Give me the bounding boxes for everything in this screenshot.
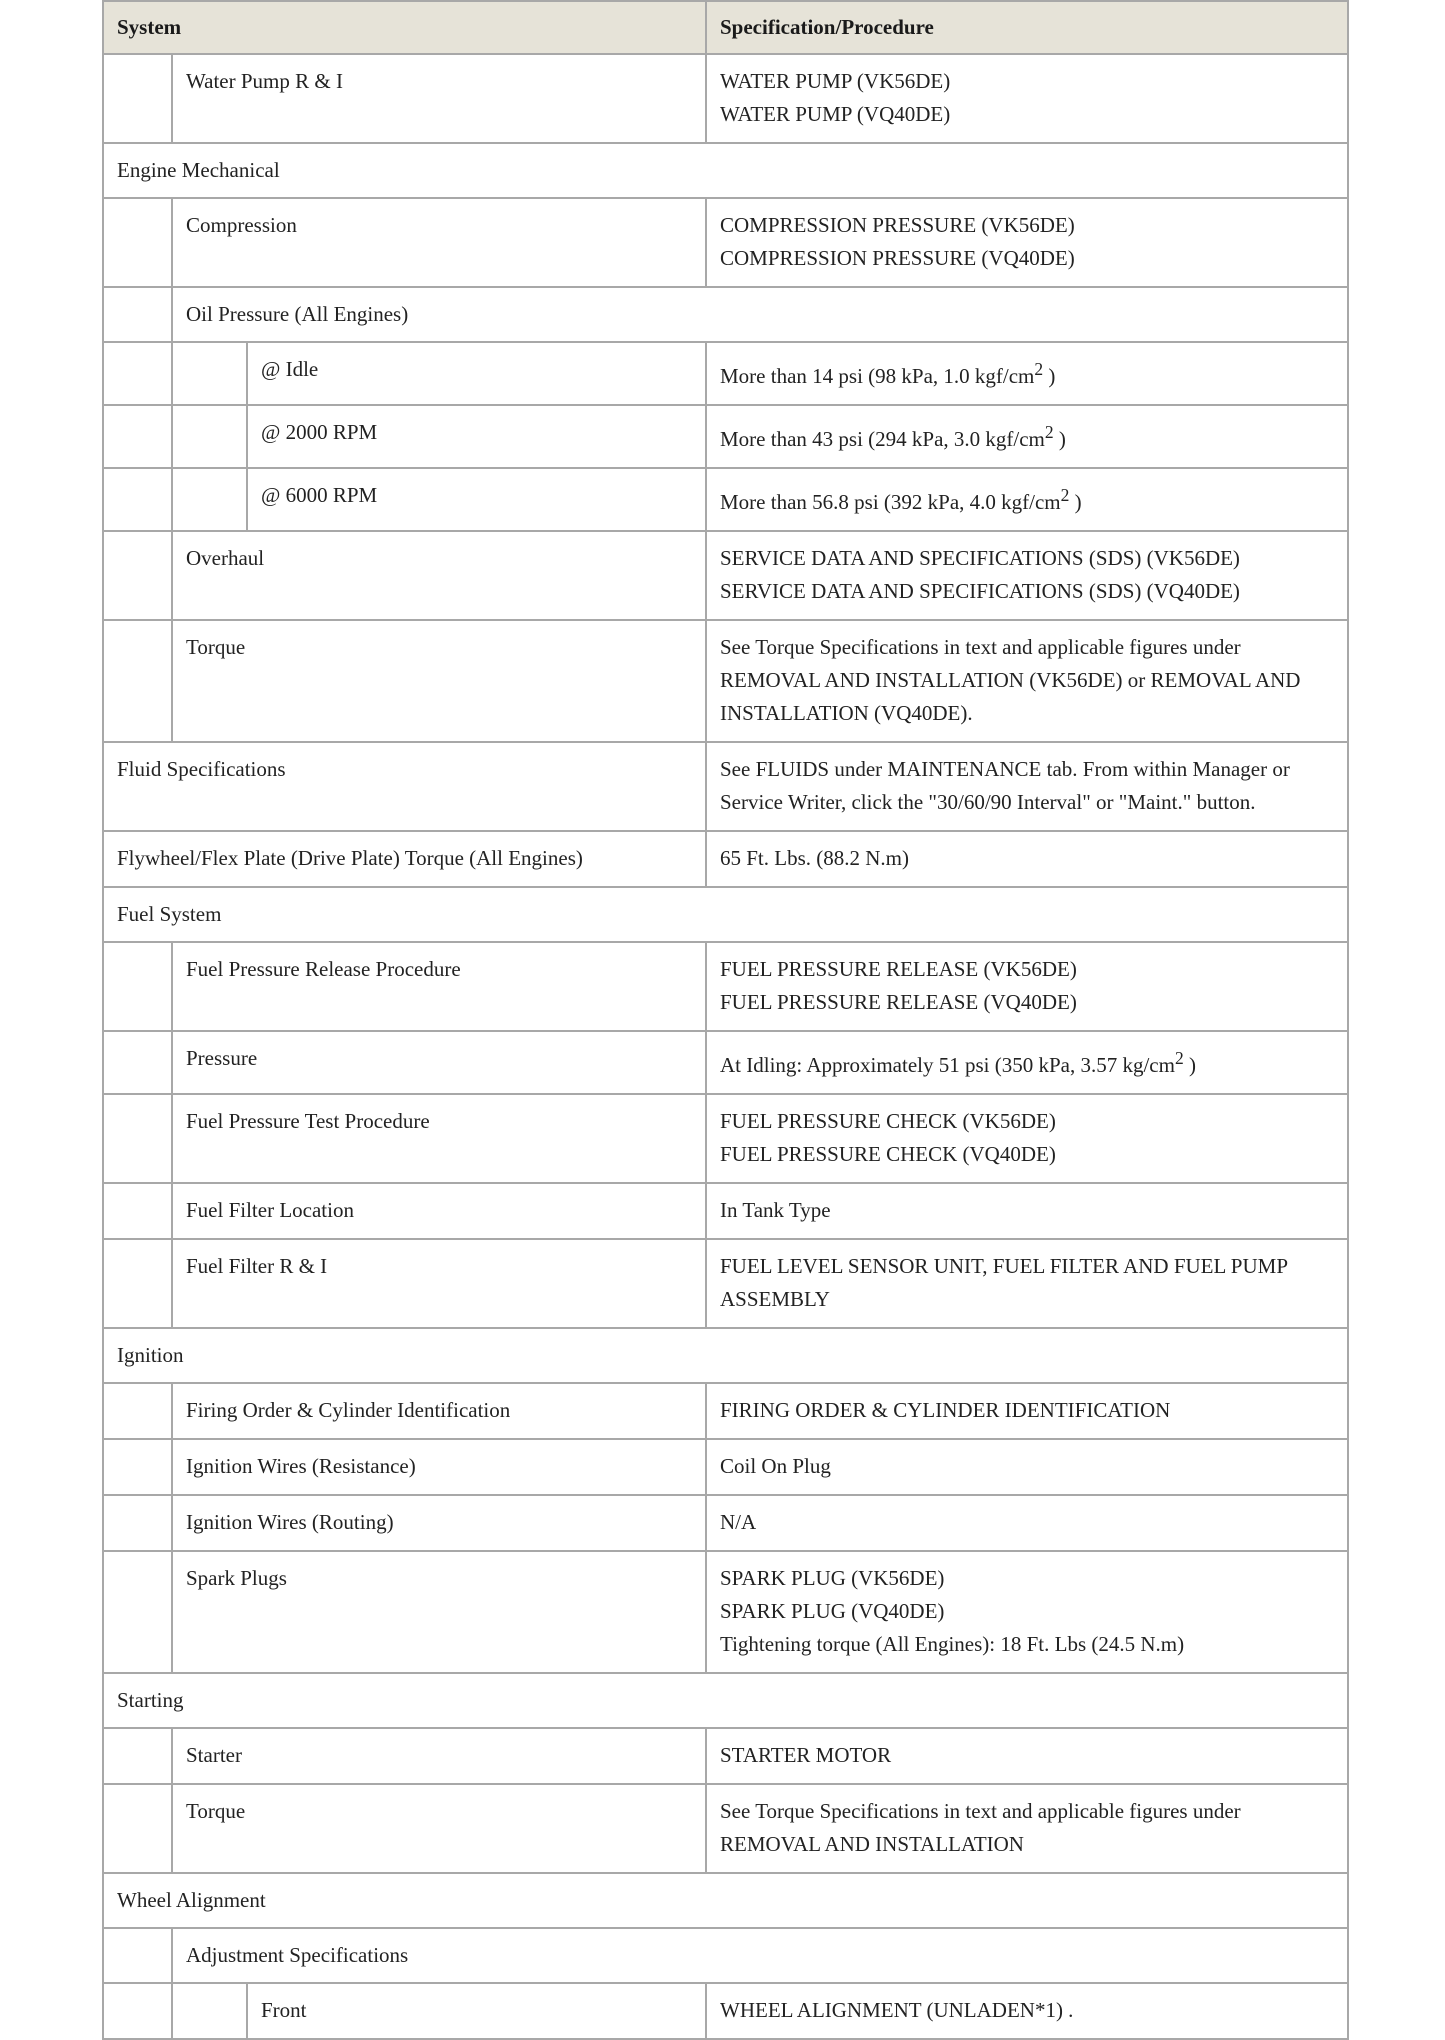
row-spec[interactable]: FIRING ORDER & CYLINDER IDENTIFICATION <box>706 1383 1348 1439</box>
indent-cell <box>103 1551 172 1673</box>
indent-cell <box>103 287 172 342</box>
indent-cell <box>103 942 172 1031</box>
indent-cell <box>103 1728 172 1784</box>
row-label: Overhaul <box>172 531 706 620</box>
row-label: Water Pump R & I <box>172 54 706 143</box>
spec-text: At Idling: Approximately 51 psi (350 kPa, 3.57 kg/cm <box>720 1053 1175 1077</box>
table-row <box>103 468 1348 531</box>
row-label: @ 2000 RPM <box>247 405 706 468</box>
section-row <box>103 887 1348 942</box>
table-row <box>103 342 1348 405</box>
superscript: 2 <box>1060 485 1070 505</box>
indent-cell <box>103 342 172 405</box>
spec-link[interactable]: FUEL PRESSURE CHECK (VQ40DE) <box>720 1142 1056 1166</box>
indent-cell <box>172 405 247 468</box>
table-row <box>103 1728 1348 1784</box>
spec-link[interactable]: FUEL PRESSURE CHECK (VK56DE) <box>720 1109 1056 1133</box>
spec-link[interactable]: SPARK PLUG (VK56DE) <box>720 1566 945 1590</box>
row-spec[interactable]: STARTER MOTOR <box>706 1728 1348 1784</box>
row-spec <box>706 405 1348 468</box>
subsection-row <box>103 287 1348 342</box>
row-spec: See Torque Specifications in text and applicable figures under REMOVAL AND INSTALLATION (VK56DE) or REMOVAL AND INSTALLATION (VQ40DE). <box>706 620 1348 742</box>
spec-text-end: ) <box>1043 364 1056 388</box>
table-row <box>103 942 1348 1031</box>
section-label: Wheel Alignment <box>103 1873 1348 1928</box>
table-row <box>103 1239 1348 1328</box>
row-spec <box>706 1031 1348 1094</box>
spec-link[interactable]: SERVICE DATA AND SPECIFICATIONS (SDS) (VQ40DE) <box>720 579 1240 603</box>
table-row <box>103 1031 1348 1094</box>
indent-cell <box>172 468 247 531</box>
superscript: 2 <box>1034 359 1044 379</box>
spec-text: More than 14 psi (98 kPa, 1.0 kgf/cm <box>720 364 1035 388</box>
indent-cell <box>103 531 172 620</box>
section-row <box>103 1673 1348 1728</box>
row-label: Front <box>247 1983 706 2039</box>
row-spec: 65 Ft. Lbs. (88.2 N.m) <box>706 831 1348 887</box>
indent-cell <box>103 1439 172 1495</box>
spec-link[interactable]: COMPRESSION PRESSURE (VQ40DE) <box>720 246 1075 270</box>
row-spec <box>706 342 1348 405</box>
spec-text-end: ) <box>1053 427 1066 451</box>
indent-cell <box>103 468 172 531</box>
indent-cell <box>103 1928 172 1983</box>
row-label: Ignition Wires (Routing) <box>172 1495 706 1551</box>
table-row <box>103 54 1348 143</box>
spec-link[interactable]: WATER PUMP (VK56DE) <box>720 69 951 93</box>
row-label: Spark Plugs <box>172 1551 706 1673</box>
row-label: Torque <box>172 620 706 742</box>
section-row <box>103 143 1348 198</box>
table-row <box>103 1784 1348 1873</box>
spec-text-end: ) <box>1069 490 1082 514</box>
row-label: Fluid Specifications <box>103 742 706 831</box>
subsection-label: Adjustment Specifications <box>172 1928 1348 1983</box>
spec-text: More than 43 psi (294 kPa, 3.0 kgf/cm <box>720 427 1045 451</box>
row-spec[interactable]: WHEEL ALIGNMENT (UNLADEN*1) . <box>706 1983 1348 2039</box>
row-label: @ 6000 RPM <box>247 468 706 531</box>
subsection-label: Oil Pressure (All Engines) <box>172 287 1348 342</box>
indent-cell <box>103 1031 172 1094</box>
row-label: Compression <box>172 198 706 287</box>
indent-cell <box>103 405 172 468</box>
specifications-table <box>102 0 1349 2040</box>
spec-text: Tightening torque (All Engines): 18 Ft. Lbs (24.5 N.m) <box>720 1632 1185 1656</box>
superscript: 2 <box>1044 422 1054 442</box>
indent-cell <box>103 1383 172 1439</box>
table-row <box>103 1383 1348 1439</box>
indent-cell <box>172 1983 247 2039</box>
row-spec <box>706 1551 1348 1673</box>
table-row <box>103 1551 1348 1673</box>
row-spec: See FLUIDS under MAINTENANCE tab. From within Manager or Service Writer, click the "30/60/90 Interval" or "Maint." button. <box>706 742 1348 831</box>
section-row <box>103 1873 1348 1928</box>
table-row <box>103 1495 1348 1551</box>
spec-link[interactable]: SPARK PLUG (VQ40DE) <box>720 1599 945 1623</box>
spec-link[interactable]: WATER PUMP (VQ40DE) <box>720 102 951 126</box>
table-header-row <box>103 1 1348 54</box>
row-spec <box>706 54 1348 143</box>
row-spec <box>706 468 1348 531</box>
spec-text: More than 56.8 psi (392 kPa, 4.0 kgf/cm <box>720 490 1061 514</box>
section-label: Starting <box>103 1673 1348 1728</box>
row-label: Torque <box>172 1784 706 1873</box>
row-spec: N/A <box>706 1495 1348 1551</box>
subsection-row <box>103 1928 1348 1983</box>
row-spec: In Tank Type <box>706 1183 1348 1239</box>
section-label: Ignition <box>103 1328 1348 1383</box>
row-spec <box>706 942 1348 1031</box>
table-row <box>103 531 1348 620</box>
indent-cell <box>103 1983 172 2039</box>
row-label: Flywheel/Flex Plate (Drive Plate) Torque (All Engines) <box>103 831 706 887</box>
indent-cell <box>103 1094 172 1183</box>
indent-cell <box>103 1239 172 1328</box>
table-row <box>103 620 1348 742</box>
indent-cell <box>103 1495 172 1551</box>
table-row <box>103 198 1348 287</box>
row-label: Firing Order & Cylinder Identification <box>172 1383 706 1439</box>
row-label: Fuel Pressure Test Procedure <box>172 1094 706 1183</box>
table-row <box>103 742 1348 831</box>
section-row <box>103 1328 1348 1383</box>
row-spec <box>706 531 1348 620</box>
superscript: 2 <box>1174 1048 1184 1068</box>
row-spec <box>706 198 1348 287</box>
spec-link[interactable]: SERVICE DATA AND SPECIFICATIONS (SDS) (VK56DE) <box>720 546 1240 570</box>
row-label: @ Idle <box>247 342 706 405</box>
indent-cell <box>103 1784 172 1873</box>
indent-cell <box>172 342 247 405</box>
row-spec: Coil On Plug <box>706 1439 1348 1495</box>
indent-cell <box>103 620 172 742</box>
indent-cell <box>103 198 172 287</box>
indent-cell <box>103 54 172 143</box>
header-system: System <box>103 1 706 54</box>
row-label: Ignition Wires (Resistance) <box>172 1439 706 1495</box>
table-row <box>103 1183 1348 1239</box>
table-row <box>103 405 1348 468</box>
row-label: Fuel Filter Location <box>172 1183 706 1239</box>
row-spec: See Torque Specifications in text and applicable figures under REMOVAL AND INSTALLATION <box>706 1784 1348 1873</box>
table-row <box>103 831 1348 887</box>
row-spec <box>706 1094 1348 1183</box>
header-specification: Specification/Procedure <box>706 1 1348 54</box>
spec-text-end: ) <box>1183 1053 1196 1077</box>
section-label: Fuel System <box>103 887 1348 942</box>
section-label: Engine Mechanical <box>103 143 1348 198</box>
table-row <box>103 1094 1348 1183</box>
row-label: Fuel Filter R & I <box>172 1239 706 1328</box>
spec-link[interactable]: FUEL PRESSURE RELEASE (VK56DE) <box>720 957 1077 981</box>
indent-cell <box>103 1183 172 1239</box>
spec-link[interactable]: COMPRESSION PRESSURE (VK56DE) <box>720 213 1075 237</box>
table-row <box>103 1983 1348 2039</box>
row-label: Starter <box>172 1728 706 1784</box>
row-label: Pressure <box>172 1031 706 1094</box>
row-label: Fuel Pressure Release Procedure <box>172 942 706 1031</box>
row-spec[interactable]: FUEL LEVEL SENSOR UNIT, FUEL FILTER AND FUEL PUMP ASSEMBLY <box>706 1239 1348 1328</box>
table-row <box>103 1439 1348 1495</box>
spec-link[interactable]: FUEL PRESSURE RELEASE (VQ40DE) <box>720 990 1077 1014</box>
